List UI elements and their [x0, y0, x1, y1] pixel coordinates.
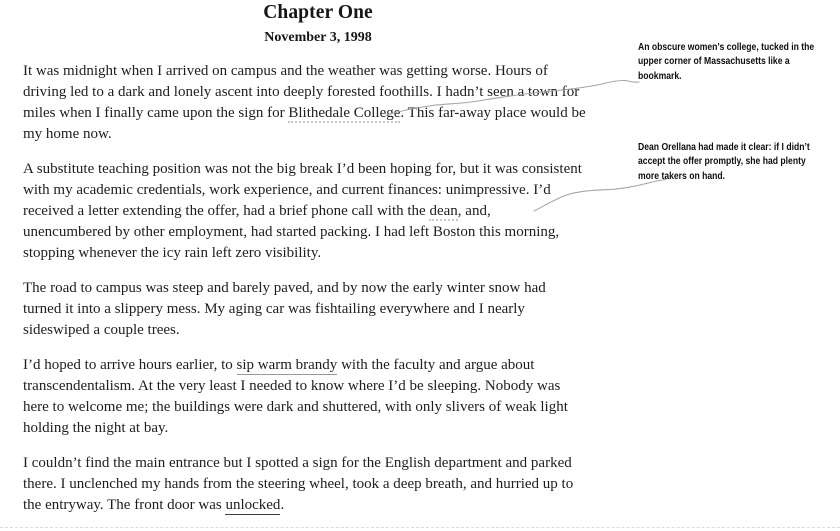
- text-segment: my home now.: [23, 126, 112, 142]
- margin-note[interactable]: [638, 40, 835, 83]
- text-segment: .: [280, 497, 285, 513]
- document-body[interactable]: [23, 61, 617, 530]
- text-line: [23, 201, 617, 222]
- text-line: [23, 299, 617, 320]
- text-segment: received a letter extending the offer, had a brief phone call with the: [23, 203, 430, 219]
- text-line: [23, 61, 617, 82]
- text-segment: I’d hoped to arrive hours earlier, to: [23, 357, 237, 373]
- paragraph: [23, 453, 617, 516]
- margin-note-line: bookmark.: [638, 69, 682, 82]
- text-segment: . This far-away place would be: [400, 105, 586, 121]
- text-segment: here to welcome me; the buildings were dark and shuttered, with only slivers of weak light: [23, 399, 568, 415]
- text-segment: sideswiped a couple trees.: [23, 322, 180, 338]
- text-segment: with the faculty and argue about: [337, 357, 535, 373]
- text-segment: with my academic credentials, work experience, and current finances: unimpressive. I’d: [23, 182, 551, 198]
- text-segment: unencumbered by other employment, had started packing. I had left Boston this morning,: [23, 224, 560, 240]
- text-segment: driving led to a dark and lonely ascent into deeply forested foothills. I hadn’t seen a town for: [23, 84, 580, 100]
- annotated-text[interactable]: dean: [429, 203, 458, 219]
- paragraph: [23, 61, 617, 145]
- text-segment: the entryway. The front door was: [23, 497, 226, 513]
- margin-note-line: upper corner of Massachusetts like a: [638, 55, 790, 68]
- text-line: [23, 355, 617, 376]
- text-segment: A substitute teaching position was not the big break I’d been hoping for, but it was consistent: [23, 161, 582, 177]
- text-segment: miles when I finally came upon the sign for: [23, 105, 289, 121]
- text-line: [23, 418, 617, 439]
- text-line: [23, 159, 617, 180]
- page-bottom-divider: [0, 527, 840, 528]
- text-line: [23, 278, 617, 299]
- margin-note-line: more takers on hand.: [638, 169, 726, 182]
- text-segment: there. I unclenched my hands from the steering wheel, took a deep breath, and hurried up to: [23, 476, 574, 492]
- margin-note[interactable]: [638, 140, 835, 183]
- text-line: [23, 124, 617, 145]
- paragraph: [23, 278, 617, 341]
- text-line: [23, 320, 617, 341]
- margin-note-line: Dean Orellana had made it clear: if I didn’t: [638, 141, 810, 153]
- annotated-text[interactable]: sip warm brandy: [236, 357, 338, 373]
- paragraph: [23, 355, 617, 439]
- text-line: [23, 495, 617, 516]
- chapter-date: November 3, 1998: [264, 30, 372, 45]
- chapter-title: Chapter One: [263, 2, 373, 23]
- text-segment: , and,: [457, 203, 491, 219]
- text-segment: It was midnight when I arrived on campus and the weather was getting worse. Hours of: [23, 63, 548, 79]
- annotated-text[interactable]: unlocked: [225, 497, 281, 513]
- text-line: [23, 453, 617, 474]
- paragraph: [23, 159, 617, 264]
- text-segment: The road to campus was steep and barely paved, and by now the early winter snow had: [23, 280, 546, 296]
- text-line: [23, 180, 617, 201]
- text-line: [23, 376, 617, 397]
- text-line: [23, 397, 617, 418]
- text-segment: transcendentalism. At the very least I needed to know where I’d be sleeping. Nobody was: [23, 378, 561, 394]
- text-line: [23, 103, 617, 124]
- margin-note-line: An obscure women’s college, tucked in the: [638, 41, 815, 53]
- text-segment: I couldn’t find the main entrance but I spotted a sign for the English department and parked: [23, 455, 572, 471]
- text-segment: turned it into a slippery mess. My aging car was fishtailing everywhere and I nearly: [23, 301, 525, 317]
- text-line: [23, 243, 617, 264]
- text-line: [23, 474, 617, 495]
- text-segment: holding the night at bay.: [23, 420, 169, 436]
- margin-note-line: accept the offer promptly, she had plenty: [638, 155, 806, 168]
- text-line: [23, 222, 617, 243]
- text-line: [23, 82, 617, 103]
- text-segment: stopping whenever the icy rain left zero visibility.: [23, 245, 322, 261]
- annotated-text[interactable]: Blithedale College: [288, 105, 401, 121]
